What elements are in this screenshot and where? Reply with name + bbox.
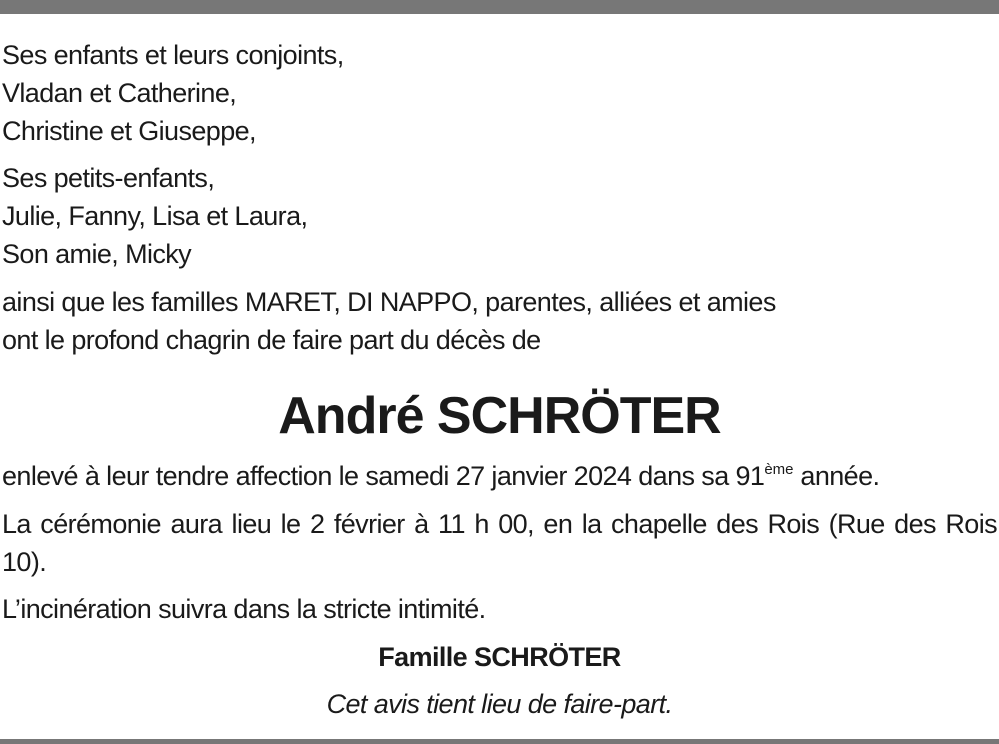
ceremony-paragraph: La cérémonie aura lieu le 2 février à 11 h 00, en la chapelle des Rois (Rue des Rois 10). [2, 509, 997, 577]
grandchildren-paragraph [2, 159, 997, 273]
children-paragraph [2, 36, 997, 150]
children-line: Vladan et Catherine, [2, 78, 237, 108]
family-signature: Famille SCHRÖTER [378, 642, 621, 672]
closing-note: Cet avis tient lieu de faire-part. [326, 689, 673, 719]
cremation-paragraph: L’incinération suivra dans la stricte intimité. [2, 594, 486, 624]
death-notice-text: enlevé à leur tendre affection le samedi 27 janvier 2024 dans sa 91 [2, 461, 765, 491]
grandchildren-line: Ses petits-enfants, [2, 163, 215, 193]
death-notice-end: année. [793, 461, 880, 491]
grandchildren-line: Son amie, Micky [2, 239, 192, 269]
children-line: Ses enfants et leurs conjoints, [2, 40, 344, 70]
deceased-name: André SCHRÖTER [278, 387, 721, 445]
children-line: Christine et Giuseppe, [2, 116, 256, 146]
top-border-rule [0, 0, 999, 14]
announcement-line: ont le profond chagrin de faire part du décès de [2, 325, 541, 355]
obituary-notice [2, 36, 997, 723]
ordinal-suffix: ème [764, 461, 794, 478]
grandchildren-line: Julie, Fanny, Lisa et Laura, [2, 201, 308, 231]
announcement-line: ainsi que les familles MARET, DI NAPPO, parentes, alliées et amies [2, 287, 776, 317]
announcement-paragraph [2, 283, 997, 359]
bottom-border-rule [0, 739, 999, 744]
death-notice-line [2, 457, 997, 495]
